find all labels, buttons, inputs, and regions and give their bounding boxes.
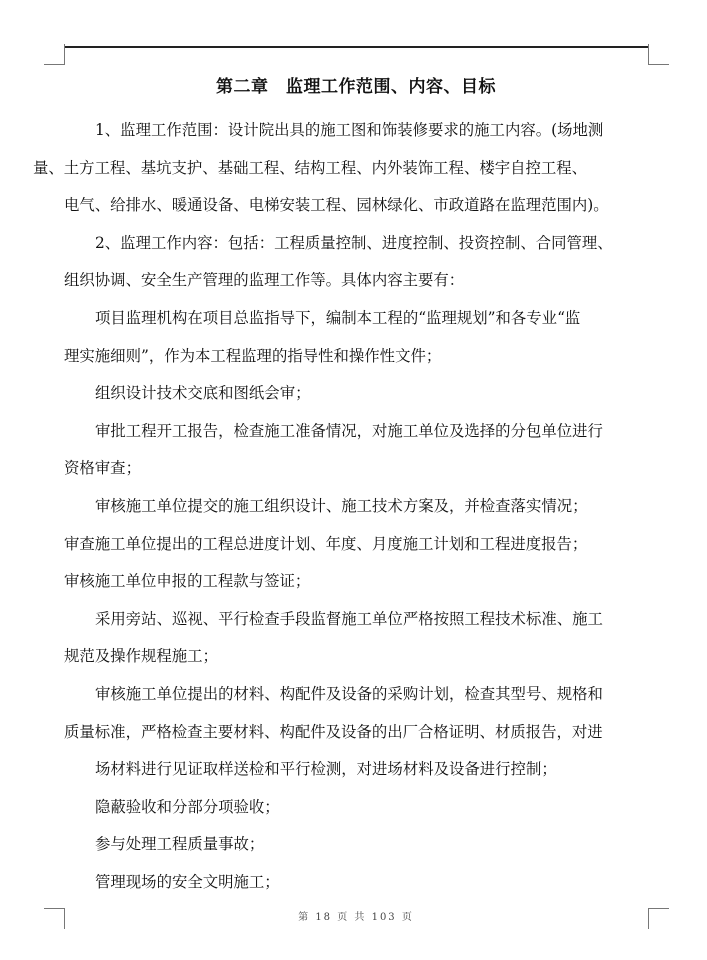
paragraph (64, 413, 648, 488)
text-line: 审批工程开工报告，检查施工准备情况，对施工单位及选择的分包单位进行 (95, 421, 603, 440)
paragraph (64, 526, 648, 564)
document-body (33, 112, 648, 901)
text-line: 理实施细则”，作为本工程监理的指导性和操作性文件； (64, 346, 442, 365)
text-line: 采用旁站、巡视、平行检查手段监督施工单位严格按照工程技术标准、施工 (95, 609, 603, 628)
text-line: 管理现场的安全文明施工； (95, 872, 280, 891)
paragraph (64, 601, 648, 676)
crop-mark-bottom-right (648, 908, 669, 929)
text-line: 参与处理工程质量事故； (95, 835, 265, 854)
paragraph (64, 789, 648, 827)
paragraph (64, 488, 648, 526)
paragraph (64, 300, 648, 375)
paragraph (64, 826, 648, 864)
paragraph (64, 375, 648, 413)
text-line: 场材料进行见证取样送检和平行检测，对进场材料及设备进行控制； (95, 760, 557, 779)
paragraph (64, 225, 648, 300)
text-line: 电气、给排水、暖通设备、电梯安装工程、园林绿化、市政道路在监理范围内)。 (64, 196, 609, 215)
paragraph (33, 112, 648, 225)
crop-mark-top-right (648, 44, 669, 65)
text-line: 审核施工单位申报的工程款与签证； (64, 572, 311, 591)
crop-mark-bottom-left (44, 908, 65, 929)
text-line: 资格审查； (64, 459, 141, 478)
crop-mark-top-left (44, 44, 65, 65)
paragraph (64, 563, 648, 601)
page-number-footer: 第 18 页 共 103 页 (298, 912, 414, 923)
text-line: 审核施工单位提出的材料、构配件及设备的采购计划，检查其型号、规格和 (95, 684, 603, 703)
text-line: 审查施工单位提出的工程总进度计划、年度、月度施工计划和工程进度报告； (64, 534, 588, 553)
text-line: 质量标准，严格检查主要材料、构配件及设备的出厂合格证明、材质报告，对进 (64, 722, 603, 741)
chapter-title: 第二章 监理工作范围、内容、目标 (216, 77, 496, 97)
text-line: 1、监理工作范围：设计院出具的施工图和饰装修要求的施工内容。(场地测 (95, 121, 604, 139)
text-line: 组织设计技术交底和图纸会审； (95, 384, 311, 403)
text-line: 量、土方工程、基坑支护、基础工程、结构工程、内外装饰工程、楼宇自控工程、 (33, 158, 588, 177)
text-line: 审核施工单位提交的施工组织设计、施工技术方案及，并检查落实情况； (95, 496, 588, 515)
text-line: 2、监理工作内容：包括：工程质量控制、进度控制、投资控制、合同管理、 (95, 233, 613, 252)
text-line: 组织协调、安全生产管理的监理工作等。具体内容主要有： (64, 271, 465, 290)
header-rule (64, 46, 648, 48)
text-line: 规范及操作规程施工； (64, 647, 218, 666)
text-line: 隐蔽验收和分部分项验收； (95, 797, 280, 816)
paragraph (64, 676, 648, 789)
paragraph (64, 864, 648, 902)
text-line: 项目监理机构在项目总监指导下，编制本工程的“监理规划”和各专业“监 (95, 308, 581, 327)
